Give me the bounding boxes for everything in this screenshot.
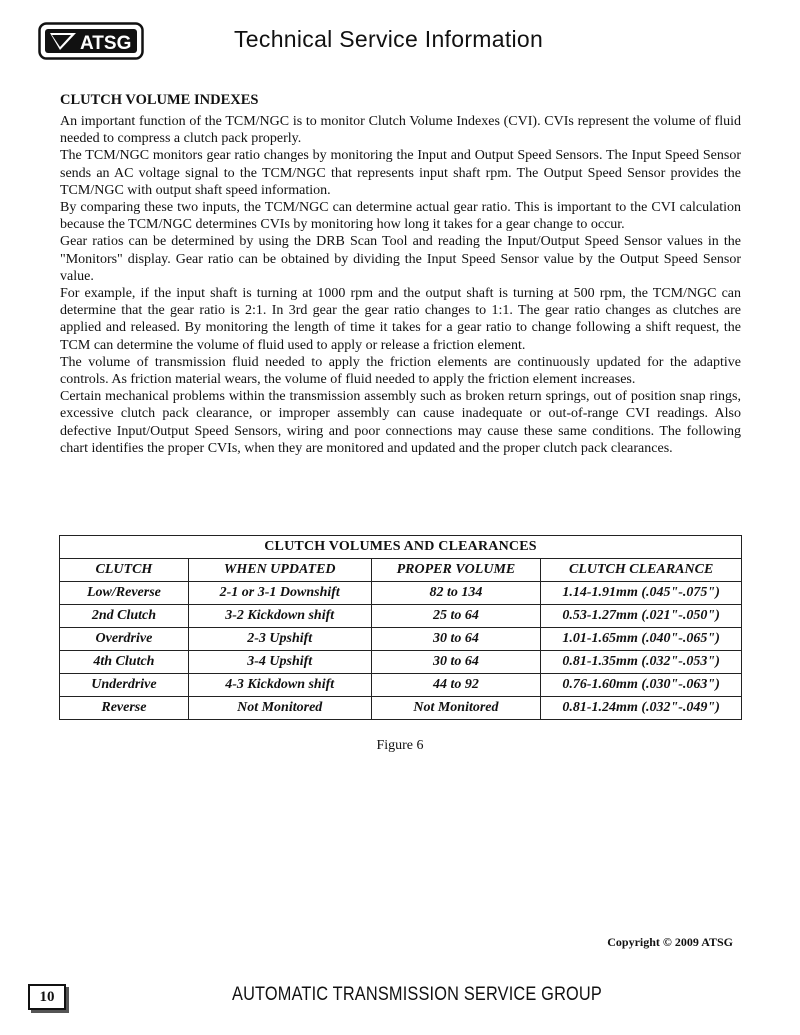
atsg-logo <box>38 22 144 60</box>
clutch-volumes-table <box>59 535 742 720</box>
table-row <box>60 697 742 720</box>
table-caption-row <box>60 536 742 559</box>
cell-clutch-clearance: 1.14-1.91mm (.045"-.075") <box>541 582 742 605</box>
table-row <box>60 628 742 651</box>
column-header: PROPER VOLUME <box>371 559 541 582</box>
main-content <box>60 92 741 457</box>
paragraph: Certain mechanical problems within the transmission assembly such as broken return springs, out of position snap rings, excessive clutch pack clearance, or improper assembly can cause inadequate or out-of-range CVI readings. Also defective Input/Output Speed Sensors, wiring and poor connections may cause these same conditions. The following chart identifies the proper CVIs, when they are monitored and updated and the proper clutch pack clearances. <box>60 389 741 456</box>
cell-proper-volume: 30 to 64 <box>371 651 541 674</box>
copyright-notice: Copyright © 2009 ATSG <box>607 935 733 949</box>
paragraph: An important function of the TCM/NGC is to monitor Clutch Volume Indexes (CVI). CVIs represent the volume of fluid needed to compress a clutch pack properly. <box>60 114 741 147</box>
svg-text:ATSG: ATSG <box>80 33 132 54</box>
cell-proper-volume: 82 to 134 <box>371 582 541 605</box>
cell-clutch-clearance: 0.53-1.27mm (.021"-.050") <box>541 605 742 628</box>
page-header-title: Technical Service Information <box>234 26 544 52</box>
cell-proper-volume: 25 to 64 <box>371 605 541 628</box>
cell-when-updated: Not Monitored <box>188 697 371 720</box>
paragraph: The TCM/NGC monitors gear ratio changes by monitoring the Input and Output Speed Sensors. The Input Speed Sensor sends an AC voltage signal to the TCM/NGC that represents input shaft rpm. The Output Speed Sensor provides the TCM/NGC with output shaft speed information. <box>60 148 741 198</box>
cell-clutch: Reverse <box>60 697 189 720</box>
table-row <box>60 605 742 628</box>
table-row <box>60 651 742 674</box>
paragraph: Gear ratios can be determined by using the DRB Scan Tool and reading the Input/Output Speed Sensor values in the "Monitors" display. Gear ratio can be obtained by dividing the Input Speed Sensor value by the Output Speed Sensor value. <box>60 234 741 284</box>
cell-clutch: 4th Clutch <box>60 651 189 674</box>
cell-clutch-clearance: 0.81-1.24mm (.032"-.049") <box>541 697 742 720</box>
cell-proper-volume: 44 to 92 <box>371 674 541 697</box>
atsg-logo-graphic <box>38 22 144 60</box>
cell-clutch-clearance: 0.76-1.60mm (.030"-.063") <box>541 674 742 697</box>
cell-clutch-clearance: 1.01-1.65mm (.040"-.065") <box>541 628 742 651</box>
footer-organization: AUTOMATIC TRANSMISSION SERVICE GROUP <box>232 984 602 1005</box>
cell-when-updated: 3-4 Upshift <box>188 651 371 674</box>
cell-when-updated: 3-2 Kickdown shift <box>188 605 371 628</box>
column-header: CLUTCH <box>60 559 189 582</box>
cell-when-updated: 2-1 or 3-1 Downshift <box>188 582 371 605</box>
section-heading: CLUTCH VOLUME INDEXES <box>60 92 259 108</box>
cell-when-updated: 2-3 Upshift <box>188 628 371 651</box>
paragraph: The volume of transmission fluid needed to apply the friction elements are continuously updated for the adaptive controls. As friction material wears, the volume of fluid needed to apply the friction element increases. <box>60 354 741 388</box>
figure-caption: Figure 6 <box>376 738 424 753</box>
cell-clutch: 2nd Clutch <box>60 605 189 628</box>
table-caption: CLUTCH VOLUMES AND CLEARANCES <box>60 536 742 559</box>
table-row <box>60 674 742 697</box>
table-header-row <box>60 559 742 582</box>
column-header: CLUTCH CLEARANCE <box>541 559 742 582</box>
cell-clutch: Underdrive <box>60 674 189 697</box>
cell-proper-volume: Not Monitored <box>371 697 541 720</box>
page-number: 10 <box>28 984 66 1010</box>
cell-clutch: Overdrive <box>60 628 189 651</box>
cell-clutch-clearance: 0.81-1.35mm (.032"-.053") <box>541 651 742 674</box>
cell-when-updated: 4-3 Kickdown shift <box>188 674 371 697</box>
cell-proper-volume: 30 to 64 <box>371 628 541 651</box>
column-header: WHEN UPDATED <box>188 559 371 582</box>
paragraph: By comparing these two inputs, the TCM/NGC can determine actual gear ratio. This is important to the CVI calculation because the TCM/NGC determines CVIs by monitoring how long it takes for a gear change to occur. <box>60 200 741 233</box>
cell-clutch: Low/Reverse <box>60 582 189 605</box>
paragraph: For example, if the input shaft is turning at 1000 rpm and the output shaft is turning at 500 rpm, the TCM/NGC can determine that the gear ratio is 2:1. In 3rd gear the gear ratio changes to 1:1. The gear ratio changes as clutches are applied and released. By monitoring the length of time it takes for a gear ratio to change following a shift request, the TCM can determine the volume of fluid used to apply or release a friction element. <box>60 286 741 353</box>
table-row <box>60 582 742 605</box>
